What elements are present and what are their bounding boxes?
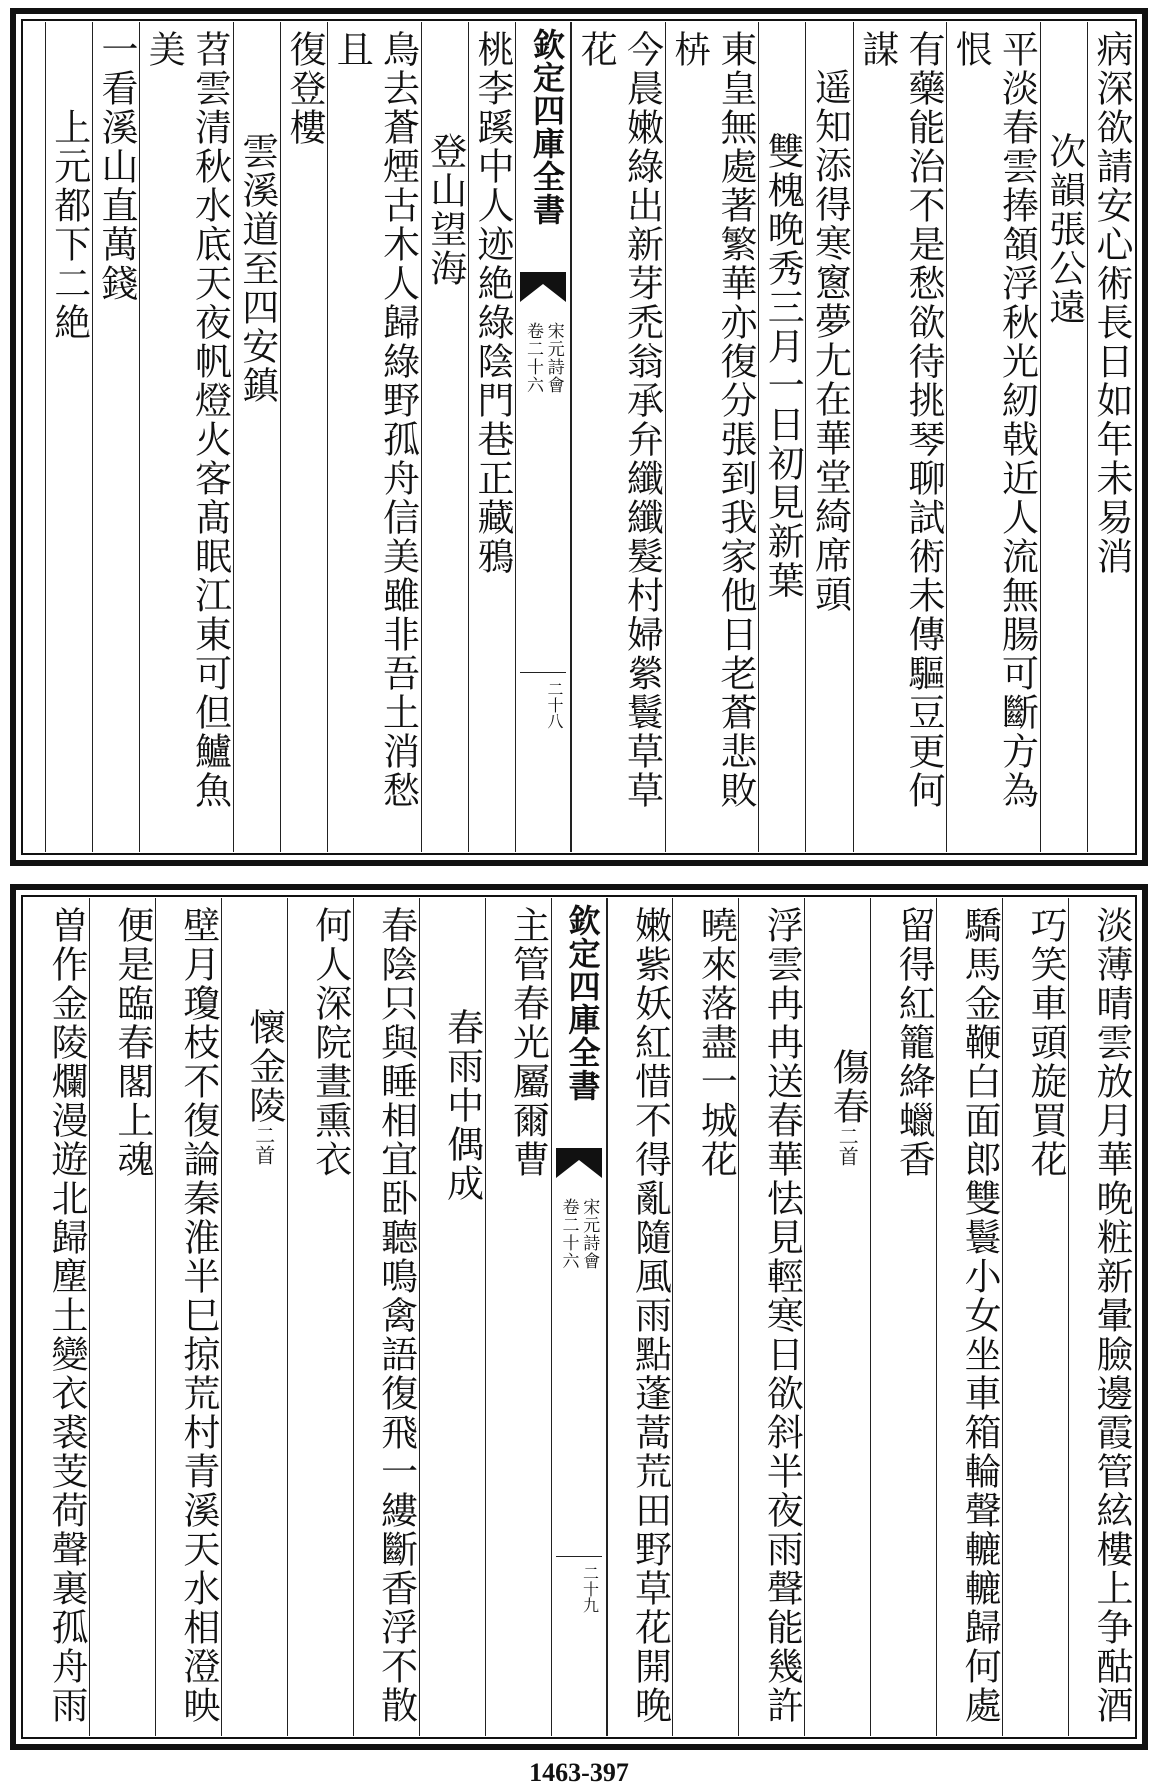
- text-column: 遥知添得寒窻夢尢在華堂綺席頭: [805, 22, 852, 852]
- poem-title: 上元都下二絶: [45, 22, 92, 852]
- text-column: 曽作金陵爛漫遊北歸塵土變衣裘芰荷聲裏孤舟雨: [44, 906, 88, 1725]
- poem-title-text: 懷金陵: [242, 1008, 286, 1125]
- text-column: 驕馬金鞭白面郎雙鬟小女坐車箱輪聲轆轆歸何處: [936, 898, 1002, 1736]
- poem-title-note: 二首: [835, 1126, 860, 1166]
- text-column: 春陰只與睡相宜卧聽鳴禽語復飛一縷斷香浮不散: [353, 898, 419, 1736]
- center-spine: [515, 22, 571, 852]
- spine-juan: 卷二十六: [558, 1198, 579, 1270]
- spine-juan: 卷二十六: [523, 322, 543, 394]
- empty-column: [24, 22, 45, 852]
- spine-title: 欽定四庫全書: [563, 904, 602, 1102]
- poem-title-text: 傷春: [826, 1048, 870, 1126]
- text-column: 今晨嫩綠出新芽禿翁承弁纖纖髮村婦縈鬟草草花: [571, 22, 665, 852]
- text-column: 淡薄晴雲放月華晚粧新暈臉邊霞管絃樓上争酤酒: [1068, 898, 1134, 1736]
- text-column: 曉來落盡一城花: [672, 898, 738, 1736]
- spine-title: 欽定四庫全書: [528, 28, 566, 226]
- poem-title: 春雨中偶成: [419, 898, 485, 1736]
- spine-page-number: 二十八: [520, 672, 566, 732]
- page-footer-number: 1463-397: [529, 1758, 629, 1787]
- text-column: 復登樓: [280, 22, 327, 852]
- top-page: [10, 8, 1148, 866]
- text-column: 病深欲請安心術長日如年未易消: [1087, 22, 1134, 852]
- spine-page-number: 二十九: [556, 1556, 602, 1616]
- text-column: 有藥能治不是愁欲待挑琴聊試術未傳驅豆更何謀: [853, 22, 947, 852]
- center-spine: [551, 898, 607, 1736]
- text-column: 苕雲清秋水底天夜帆燈火客髙眠江東可但鱸魚美: [139, 22, 233, 852]
- text-column: 一看溪山直萬錢: [92, 22, 139, 852]
- poem-title: 登山望海: [421, 22, 468, 852]
- text-column: 留得紅籠絳蠟香: [870, 898, 936, 1736]
- text-column: 主管春光屬爾曹: [485, 898, 551, 1736]
- text-column: 東皇無處著繁華亦復分張到我家他日老蒼悲敗枿: [665, 22, 759, 852]
- text-column: 平淡春雲捧頷浮秋光紉戟近人流無腸可斷方為恨: [946, 22, 1040, 852]
- poem-title-note: 二首: [251, 1125, 276, 1165]
- bottom-page: [10, 884, 1148, 1750]
- poem-title: 雙槐晚秀三月一日初見新葉: [758, 22, 805, 852]
- text-column: 壁月瓊枝不復論秦淮半巳掠荒村青溪天水相澄映: [155, 898, 221, 1736]
- poem-title: 雲溪道至四安鎮: [233, 22, 280, 852]
- spine-book-name: 宋元詩會: [579, 1198, 600, 1270]
- poem-title: [221, 898, 287, 1736]
- text-column: 嫩紫妖紅惜不得亂隨風雨點蓬蒿荒田野草花開晚: [607, 898, 673, 1736]
- poem-title: [804, 898, 870, 1736]
- text-column: 桃李蹊中人迹絶綠陰門巷正藏鴉: [468, 22, 515, 852]
- poem-title: 次韻張公遠: [1040, 22, 1087, 852]
- spine-volume: [552, 1198, 606, 1270]
- spine-book-name: 宋元詩會: [543, 322, 564, 394]
- fishtail-mark-icon: [520, 272, 566, 302]
- text-column: 何人深院晝熏衣: [287, 898, 353, 1736]
- fishtail-mark-icon: [556, 1148, 602, 1178]
- text-column: 便是臨春閣上魂: [89, 898, 155, 1736]
- text-column: 浮雲冉冉送春華怯見輕寒日欲斜半夜雨聲能幾許: [738, 898, 804, 1736]
- text-column: 鳥去蒼煙古木人歸綠野孤舟信美雖非吾土消愁且: [327, 22, 421, 852]
- text-column: 巧笑車頭旋買花: [1002, 898, 1068, 1736]
- spine-volume: [516, 322, 570, 394]
